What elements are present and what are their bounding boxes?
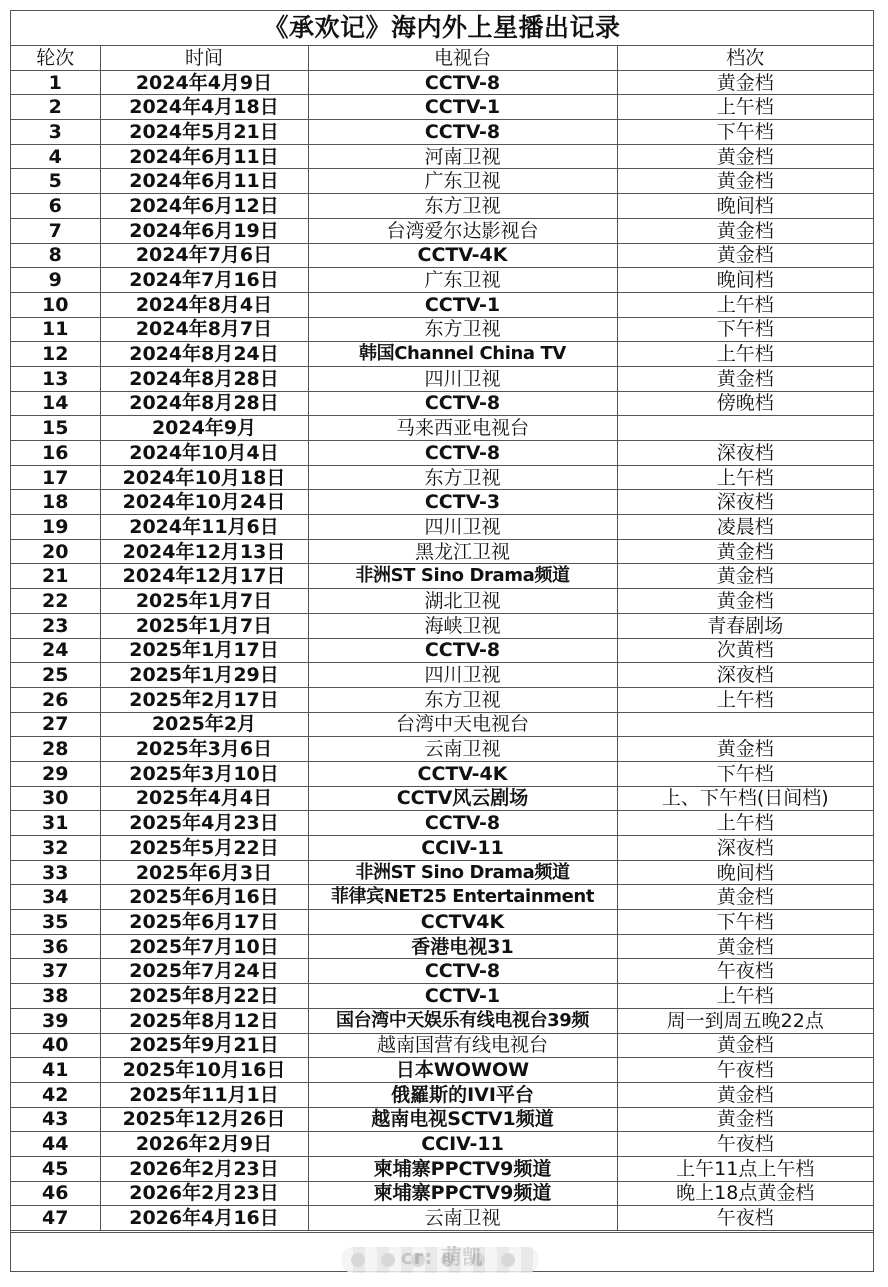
cell-round: 47 <box>11 1206 100 1231</box>
cell-date: 2024年6月12日 <box>100 194 308 219</box>
table-row <box>11 737 873 762</box>
cell-date: 2025年1月29日 <box>100 663 308 688</box>
cell-slot: 下午档 <box>617 317 873 342</box>
table-row <box>11 342 873 367</box>
cell-channel: CCTV-1 <box>308 984 617 1009</box>
table-row <box>11 712 873 737</box>
cell-channel: 国台湾中天娱乐有线电视台39频 <box>308 1008 617 1033</box>
cell-round: 26 <box>11 687 100 712</box>
cell-channel: 四川卫视 <box>308 663 617 688</box>
cell-round: 5 <box>11 169 100 194</box>
cell-round: 14 <box>11 391 100 416</box>
table-row <box>11 1082 873 1107</box>
cell-round: 30 <box>11 786 100 811</box>
cell-round: 41 <box>11 1058 100 1083</box>
cell-date: 2025年3月6日 <box>100 737 308 762</box>
cell-date: 2025年8月22日 <box>100 984 308 1009</box>
cell-channel: 香港电视31 <box>308 934 617 959</box>
table-row <box>11 441 873 466</box>
cell-date: 2024年6月19日 <box>100 218 308 243</box>
cell-date: 2024年8月28日 <box>100 391 308 416</box>
cell-channel: 日本WOWOW <box>308 1058 617 1083</box>
table-row <box>11 959 873 984</box>
cell-date: 2025年2月 <box>100 712 308 737</box>
cell-channel: 柬埔寨PPCTV9频道 <box>308 1181 617 1206</box>
cell-date: 2024年4月18日 <box>100 95 308 120</box>
table-row <box>11 1206 873 1231</box>
table-row <box>11 786 873 811</box>
cell-slot: 黄金档 <box>617 144 873 169</box>
cell-date: 2025年6月16日 <box>100 885 308 910</box>
cell-slot: 午夜档 <box>617 1206 873 1231</box>
cell-channel: 马来西亚电视台 <box>308 416 617 441</box>
cell-round: 32 <box>11 836 100 861</box>
cell-date: 2024年9月 <box>100 416 308 441</box>
cell-date: 2025年1月7日 <box>100 613 308 638</box>
cell-channel: 非洲ST Sino Drama频道 <box>308 564 617 589</box>
cell-slot: 黄金档 <box>617 366 873 391</box>
cell-date: 2025年7月10日 <box>100 934 308 959</box>
cell-date: 2025年6月17日 <box>100 910 308 935</box>
cell-channel: 菲律宾NET25 Entertainment <box>308 885 617 910</box>
cell-date: 2024年11月6日 <box>100 515 308 540</box>
cell-channel: 广东卫视 <box>308 268 617 293</box>
cell-round: 22 <box>11 589 100 614</box>
cell-channel: 越南国营有线电视台 <box>308 1033 617 1058</box>
table-row <box>11 70 873 95</box>
cell-round: 33 <box>11 860 100 885</box>
table-row <box>11 515 873 540</box>
table-row <box>11 934 873 959</box>
cell-slot <box>617 712 873 737</box>
cell-date: 2024年5月21日 <box>100 120 308 145</box>
cell-slot: 傍晚档 <box>617 391 873 416</box>
table-row <box>11 539 873 564</box>
table-row <box>11 218 873 243</box>
table-row <box>11 1107 873 1132</box>
cell-date: 2024年7月6日 <box>100 243 308 268</box>
cell-channel: 韩国Channel China TV <box>308 342 617 367</box>
cell-channel: CCIV-11 <box>308 1132 617 1157</box>
cell-slot: 下午档 <box>617 910 873 935</box>
cell-slot: 下午档 <box>617 120 873 145</box>
cell-channel: 台湾爱尔达影视台 <box>308 218 617 243</box>
cell-round: 34 <box>11 885 100 910</box>
cell-channel: 黑龙江卫视 <box>308 539 617 564</box>
cell-date: 2025年1月7日 <box>100 589 308 614</box>
table-row <box>11 564 873 589</box>
table-row <box>11 589 873 614</box>
cell-round: 13 <box>11 366 100 391</box>
cell-channel: 台湾中天电视台 <box>308 712 617 737</box>
table-row <box>11 243 873 268</box>
table-row <box>11 1033 873 1058</box>
cell-slot: 黄金档 <box>617 243 873 268</box>
cell-channel: CCTV-4K <box>308 243 617 268</box>
cell-slot: 黄金档 <box>617 737 873 762</box>
table-row <box>11 95 873 120</box>
cell-round: 11 <box>11 317 100 342</box>
cell-channel: 海峡卫视 <box>308 613 617 638</box>
cell-channel: 柬埔寨PPCTV9频道 <box>308 1156 617 1181</box>
cell-slot: 黄金档 <box>617 169 873 194</box>
cell-date: 2025年9月21日 <box>100 1033 308 1058</box>
cell-round: 43 <box>11 1107 100 1132</box>
cell-channel: CCTV4K <box>308 910 617 935</box>
table-row <box>11 194 873 219</box>
cell-channel: 湖北卫视 <box>308 589 617 614</box>
cell-slot: 深夜档 <box>617 663 873 688</box>
table-row <box>11 416 873 441</box>
cell-slot: 上午档 <box>617 95 873 120</box>
cell-channel: 东方卫视 <box>308 465 617 490</box>
table-row <box>11 292 873 317</box>
cell-round: 23 <box>11 613 100 638</box>
cell-date: 2026年2月9日 <box>100 1132 308 1157</box>
cell-channel: 非洲ST Sino Drama频道 <box>308 860 617 885</box>
cell-slot: 上午档 <box>617 292 873 317</box>
table-row <box>11 687 873 712</box>
broadcast-record-sheet <box>10 10 874 1272</box>
cell-channel: 四川卫视 <box>308 366 617 391</box>
cell-channel: 东方卫视 <box>308 317 617 342</box>
cell-round: 31 <box>11 811 100 836</box>
cell-channel: 东方卫视 <box>308 687 617 712</box>
cell-date: 2024年10月18日 <box>100 465 308 490</box>
cell-channel: CCTV-3 <box>308 490 617 515</box>
table-row <box>11 366 873 391</box>
cell-slot: 上午档 <box>617 465 873 490</box>
table-row <box>11 465 873 490</box>
cell-date: 2025年4月23日 <box>100 811 308 836</box>
table-row <box>11 391 873 416</box>
cell-slot: 晚间档 <box>617 268 873 293</box>
cell-channel: CCTV-8 <box>308 959 617 984</box>
cell-channel: 越南电视SCTV1频道 <box>308 1107 617 1132</box>
cell-date: 2024年12月17日 <box>100 564 308 589</box>
cell-date: 2025年10月16日 <box>100 1058 308 1083</box>
cell-slot: 晚间档 <box>617 194 873 219</box>
cell-round: 27 <box>11 712 100 737</box>
cell-slot: 黄金档 <box>617 539 873 564</box>
table-row <box>11 638 873 663</box>
cell-slot: 青春剧场 <box>617 613 873 638</box>
table-row <box>11 120 873 145</box>
cell-round: 21 <box>11 564 100 589</box>
table-row <box>11 1058 873 1083</box>
cell-round: 40 <box>11 1033 100 1058</box>
cell-slot: 周一到周五晚22点 <box>617 1008 873 1033</box>
cell-channel: CCTV-4K <box>308 761 617 786</box>
table-row <box>11 268 873 293</box>
table-row <box>11 663 873 688</box>
cell-date: 2026年4月16日 <box>100 1206 308 1231</box>
cell-round: 24 <box>11 638 100 663</box>
cell-slot: 黄金档 <box>617 1082 873 1107</box>
cell-channel: 云南卫视 <box>308 737 617 762</box>
cell-slot: 上午11点上午档 <box>617 1156 873 1181</box>
cell-channel: 河南卫视 <box>308 144 617 169</box>
cell-slot: 黄金档 <box>617 885 873 910</box>
table-row <box>11 761 873 786</box>
cell-slot: 黄金档 <box>617 1033 873 1058</box>
cell-date: 2024年10月24日 <box>100 490 308 515</box>
cell-date: 2025年1月17日 <box>100 638 308 663</box>
cell-slot: 上午档 <box>617 687 873 712</box>
cell-date: 2024年8月24日 <box>100 342 308 367</box>
cell-slot: 上午档 <box>617 984 873 1009</box>
cell-slot: 黄金档 <box>617 564 873 589</box>
cell-round: 4 <box>11 144 100 169</box>
cell-date: 2024年6月11日 <box>100 144 308 169</box>
header-date: 时间 <box>100 46 308 70</box>
cell-slot: 上午档 <box>617 811 873 836</box>
cell-channel: CCTV-8 <box>308 70 617 95</box>
cell-slot: 下午档 <box>617 761 873 786</box>
cell-round: 10 <box>11 292 100 317</box>
cell-slot: 午夜档 <box>617 959 873 984</box>
cell-slot: 晚上18点黄金档 <box>617 1181 873 1206</box>
cell-date: 2025年8月12日 <box>100 1008 308 1033</box>
table-row <box>11 1181 873 1206</box>
cell-channel: CCTV-8 <box>308 120 617 145</box>
cell-round: 35 <box>11 910 100 935</box>
cell-channel: 四川卫视 <box>308 515 617 540</box>
cell-round: 28 <box>11 737 100 762</box>
cell-slot: 晚间档 <box>617 860 873 885</box>
cell-round: 37 <box>11 959 100 984</box>
cell-round: 2 <box>11 95 100 120</box>
cell-slot: 次黄档 <box>617 638 873 663</box>
cell-round: 39 <box>11 1008 100 1033</box>
table-row <box>11 811 873 836</box>
cell-slot: 深夜档 <box>617 441 873 466</box>
cell-date: 2025年2月17日 <box>100 687 308 712</box>
table-body <box>11 70 873 1230</box>
table-row <box>11 490 873 515</box>
cell-slot: 黄金档 <box>617 589 873 614</box>
table-row <box>11 836 873 861</box>
table-row <box>11 613 873 638</box>
cell-channel: 俄羅斯的IVI平台 <box>308 1082 617 1107</box>
cell-date: 2024年6月11日 <box>100 169 308 194</box>
sheet-title: 《承欢记》海内外上星播出记录 <box>11 11 873 46</box>
cell-channel: CCTV-8 <box>308 441 617 466</box>
cell-round: 16 <box>11 441 100 466</box>
cell-date: 2024年4月9日 <box>100 70 308 95</box>
cell-round: 46 <box>11 1181 100 1206</box>
cell-date: 2024年8月7日 <box>100 317 308 342</box>
cell-round: 6 <box>11 194 100 219</box>
watermark-overlay <box>341 1247 539 1273</box>
table-row <box>11 1008 873 1033</box>
cell-slot <box>617 416 873 441</box>
cell-channel: CCTV-1 <box>308 95 617 120</box>
cell-channel: CCTV风云剧场 <box>308 786 617 811</box>
cell-slot: 深夜档 <box>617 836 873 861</box>
cell-round: 45 <box>11 1156 100 1181</box>
cell-slot: 上午档 <box>617 342 873 367</box>
table-row <box>11 169 873 194</box>
cell-date: 2024年12月13日 <box>100 539 308 564</box>
cell-channel: CCTV-8 <box>308 391 617 416</box>
cell-round: 19 <box>11 515 100 540</box>
cell-slot: 黄金档 <box>617 934 873 959</box>
cell-round: 18 <box>11 490 100 515</box>
cell-slot: 黄金档 <box>617 218 873 243</box>
cell-slot: 午夜档 <box>617 1132 873 1157</box>
cell-date: 2025年5月22日 <box>100 836 308 861</box>
cell-date: 2025年3月10日 <box>100 761 308 786</box>
table-row <box>11 317 873 342</box>
cell-round: 8 <box>11 243 100 268</box>
cell-slot: 深夜档 <box>617 490 873 515</box>
cell-date: 2025年12月26日 <box>100 1107 308 1132</box>
cell-round: 9 <box>11 268 100 293</box>
header-row <box>11 46 873 70</box>
cell-date: 2025年6月3日 <box>100 860 308 885</box>
cell-channel: CCTV-1 <box>308 292 617 317</box>
cell-date: 2025年7月24日 <box>100 959 308 984</box>
cell-date: 2025年11月1日 <box>100 1082 308 1107</box>
table-row <box>11 910 873 935</box>
cell-round: 42 <box>11 1082 100 1107</box>
cell-channel: CCIV-11 <box>308 836 617 861</box>
cell-round: 29 <box>11 761 100 786</box>
cell-slot: 午夜档 <box>617 1058 873 1083</box>
cell-date: 2024年7月16日 <box>100 268 308 293</box>
cell-date: 2026年2月23日 <box>100 1181 308 1206</box>
cell-round: 38 <box>11 984 100 1009</box>
cell-round: 20 <box>11 539 100 564</box>
cell-channel: 东方卫视 <box>308 194 617 219</box>
table-row <box>11 1156 873 1181</box>
cell-round: 44 <box>11 1132 100 1157</box>
table-row <box>11 1132 873 1157</box>
cell-date: 2024年10月4日 <box>100 441 308 466</box>
cell-date: 2025年4月4日 <box>100 786 308 811</box>
cell-date: 2024年8月28日 <box>100 366 308 391</box>
cell-slot: 黄金档 <box>617 1107 873 1132</box>
cell-round: 17 <box>11 465 100 490</box>
cell-date: 2026年2月23日 <box>100 1156 308 1181</box>
cell-round: 25 <box>11 663 100 688</box>
cell-slot: 上、下午档(日间档) <box>617 786 873 811</box>
cell-channel: 广东卫视 <box>308 169 617 194</box>
cell-channel: 云南卫视 <box>308 1206 617 1231</box>
broadcast-table <box>11 46 873 1231</box>
cell-channel: CCTV-8 <box>308 638 617 663</box>
header-channel: 电视台 <box>308 46 617 70</box>
table-row <box>11 144 873 169</box>
cell-slot: 凌晨档 <box>617 515 873 540</box>
cell-date: 2024年8月4日 <box>100 292 308 317</box>
table-row <box>11 860 873 885</box>
header-slot: 档次 <box>617 46 873 70</box>
cell-round: 15 <box>11 416 100 441</box>
cell-round: 36 <box>11 934 100 959</box>
header-round: 轮次 <box>11 46 100 70</box>
cell-slot: 黄金档 <box>617 70 873 95</box>
footer <box>11 1232 873 1271</box>
cell-round: 7 <box>11 218 100 243</box>
table-row <box>11 885 873 910</box>
table-row <box>11 984 873 1009</box>
cell-round: 1 <box>11 70 100 95</box>
cell-channel: CCTV-8 <box>308 811 617 836</box>
cell-round: 3 <box>11 120 100 145</box>
cell-round: 12 <box>11 342 100 367</box>
